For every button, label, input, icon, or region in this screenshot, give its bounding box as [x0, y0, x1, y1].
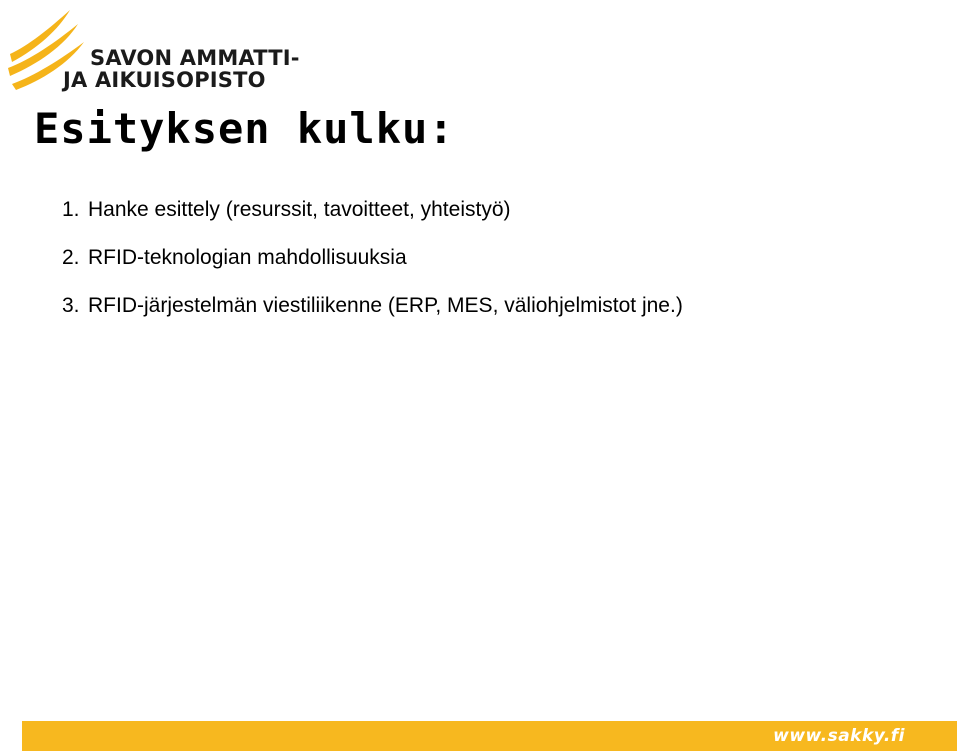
agenda-item-text: Hanke esittely (resurssit, tavoitteet, yhteistyö): [88, 198, 511, 221]
footer-website-link[interactable]: www.sakky.fi: [773, 726, 905, 746]
logo-line-1: SAVON AMMATTI-: [90, 46, 300, 70]
agenda-item-number: 1.: [62, 198, 80, 221]
agenda-item-text: RFID-järjestelmän viestiliikenne (ERP, MES, väliohjelmistot jne.): [88, 294, 683, 317]
agenda-list: [62, 198, 683, 342]
agenda-item: [62, 246, 683, 270]
agenda-item: [62, 198, 683, 222]
agenda-item: [62, 294, 683, 318]
footer-bar: [22, 721, 957, 751]
agenda-item-text: RFID-teknologian mahdollisuuksia: [88, 246, 407, 269]
organization-logo: [8, 8, 300, 92]
logo-wordmark: [63, 46, 300, 92]
agenda-item-number: 3.: [62, 294, 80, 317]
agenda-item-number: 2.: [62, 246, 80, 269]
slide-title: Esityksen kulku:: [34, 104, 455, 153]
logo-line-2: JA AIKUISOPISTO: [63, 68, 266, 92]
